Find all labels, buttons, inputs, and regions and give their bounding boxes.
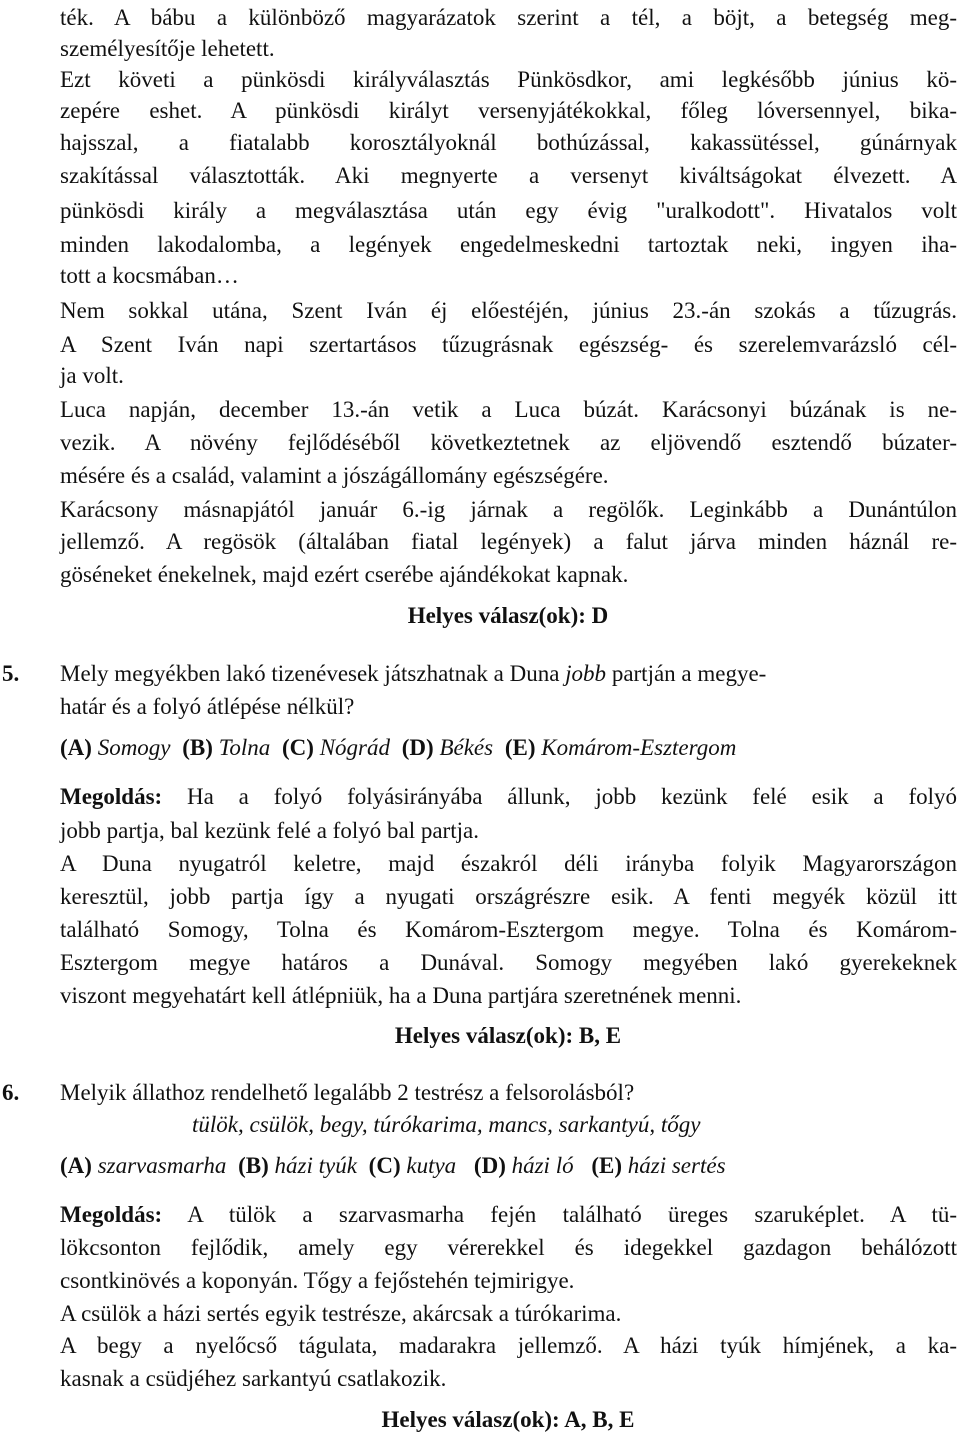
option-key: (E) <box>591 1153 623 1178</box>
solution-5-line: keresztül, jobb partja így a nyugati országrészre esik. A fenti megyék közül itt <box>60 884 957 909</box>
question-number-6: 6. <box>2 1080 20 1105</box>
solution-6-line: lökcsonton fejlődik, amely egy vérerekkel és idegekkel gazdagon behálózott <box>60 1235 957 1260</box>
option-text: Somogy <box>97 735 171 760</box>
intro-line: göséneket énekelnek, majd ezért cserébe ajándékokat kapnak. <box>60 562 629 587</box>
question-5-options <box>60 732 957 764</box>
intro-line: Nem sokkal utána, Szent Iván éj előestéjén, június 23.-án szokás a tűzugrás. <box>60 298 957 323</box>
option-text: szarvasmarha <box>97 1153 227 1178</box>
intro-line: hajsszal, a fiatalabb korosztályoknál bothúzással, kakassütéssel, gúnárnyak <box>60 130 957 155</box>
solution-label: Megoldás: <box>60 1202 163 1227</box>
solution-5-line: viszont megyehatárt kell átlépniük, ha a Duna partjára szeretnének menni. <box>60 983 742 1008</box>
intro-line: szakítással választották. Aki megnyerte a versenyt kiváltságokat élvezett. A <box>60 163 957 188</box>
intro-line: Karácsony másnapjától január 6.-ig járnak a regölők. Leginkább a Dunántúlon <box>60 497 957 522</box>
correct-answer-intro: Helyes válasz(ok): D <box>407 603 609 628</box>
intro-line: ték. A bábu a különböző magyarázatok szerint a tél, a böjt, a betegség meg- <box>60 5 957 30</box>
question-6-options <box>60 1150 957 1182</box>
solution-6-line: A begy a nyelőcső tágulata, madarakra jellemző. A házi tyúk hímjének, a ka- <box>60 1333 957 1358</box>
correct-answer-5: Helyes válasz(ok): B, E <box>394 1023 622 1048</box>
solution-text: A tülök a szarvasmarha fején található üreges szaruképlet. A tü- <box>187 1202 957 1227</box>
solution-label: Megoldás: <box>60 784 163 809</box>
question-5-emphasis: jobb <box>565 661 607 686</box>
option-key: (E) <box>504 735 536 760</box>
intro-line: jellemző. A regösök (általában fiatal legények) a falut járva minden háznál re- <box>60 529 957 554</box>
solution-5-line: található Somogy, Tolna és Komárom-Esztergom megye. Tolna és Komárom- <box>60 917 957 942</box>
intro-line: tott a kocsmában… <box>60 263 239 288</box>
option-key: (B) <box>182 735 213 760</box>
solution-6-line: csontkinövés a koponyán. Tőgy a fejőstehén tejmirigye. <box>60 1268 575 1293</box>
question-5-line-2: határ és a folyó átlépése nélkül? <box>60 694 355 719</box>
option-text: Komárom-Esztergom <box>541 735 737 760</box>
solution-6-line: kasnak a csüdjéhez sarkantyú csatlakozik. <box>60 1366 447 1391</box>
option-text: Békés <box>439 735 494 760</box>
solution-5-line: A Duna nyugatról keletre, majd északról déli irányba folyik Magyarországon <box>60 851 957 876</box>
option-text: Tolna <box>218 735 271 760</box>
solution-5-line: Esztergom megye határos a Dunával. Somogy megyében lakó gyerekeknek <box>60 950 957 975</box>
intro-line: vezik. A növény fejlődéséből következtetnek az eljövendő esztendő búzater- <box>60 430 957 455</box>
intro-line: mésére és a család, valamint a jószágállomány egészségére. <box>60 463 609 488</box>
question-6-text: Melyik állathoz rendelhető legalább 2 testrész a felsorolásból? <box>60 1080 635 1105</box>
solution-5-line <box>60 781 957 813</box>
intro-line: pünkösdi király a megválasztása után egy évig "uralkodott". Hivatalos volt <box>60 198 957 223</box>
solution-6-line <box>60 1199 957 1231</box>
option-key: (D) <box>473 1153 506 1178</box>
option-key: (D) <box>401 735 434 760</box>
option-text: házi sertés <box>627 1153 726 1178</box>
intro-line: ja volt. <box>60 363 124 388</box>
body-part-list: tülök, csülök, begy, túrókarima, mancs, sarkantyú, tőgy <box>192 1112 701 1137</box>
option-text: házi tyúk <box>274 1153 357 1178</box>
intro-line: Luca napján, december 13.-án vetik a Luca búzát. Karácsonyi búzának is ne- <box>60 397 957 422</box>
option-text: Nógrád <box>319 735 390 760</box>
question-5-line-1 <box>60 658 957 690</box>
option-text: kutya <box>406 1153 457 1178</box>
correct-answer-6: Helyes válasz(ok): A, B, E <box>381 1407 635 1432</box>
question-number-5: 5. <box>2 661 20 686</box>
intro-line: zepére eshet. A pünkösdi királyt versenyjátékokkal, főleg lóversennyel, bika- <box>60 98 957 123</box>
intro-line: A Szent Iván napi szertartásos tűzugrásnak egészség- és szerelemvarázsló cél- <box>60 332 957 357</box>
solution-text: Ha a folyó folyásirányába állunk, jobb kezünk felé esik a folyó <box>187 784 958 809</box>
option-key: (A) <box>60 735 92 760</box>
intro-line: személyesítője lehetett. <box>60 36 275 61</box>
solution-5-line: jobb partja, bal kezünk felé a folyó bal partja. <box>60 818 479 843</box>
option-key: (C) <box>368 1153 401 1178</box>
option-key: (C) <box>282 735 314 760</box>
solution-6-line: A csülök a házi sertés egyik testrésze, akárcsak a túrókarima. <box>60 1301 622 1326</box>
option-text: házi ló <box>511 1153 574 1178</box>
intro-line: Ezt követi a pünkösdi királyválasztás Pünkösdkor, ami legkésőbb június kö- <box>60 67 957 92</box>
intro-line: minden lakodalomba, a legények engedelmeskedni tartoztak neki, ingyen iha- <box>60 232 957 257</box>
option-key: (A) <box>60 1153 92 1178</box>
question-5-text: Mely megyékben lakó tizenévesek játszhatnak a Duna <box>60 661 566 686</box>
question-5-text: partján a megye- <box>606 661 767 686</box>
option-key: (B) <box>238 1153 269 1178</box>
